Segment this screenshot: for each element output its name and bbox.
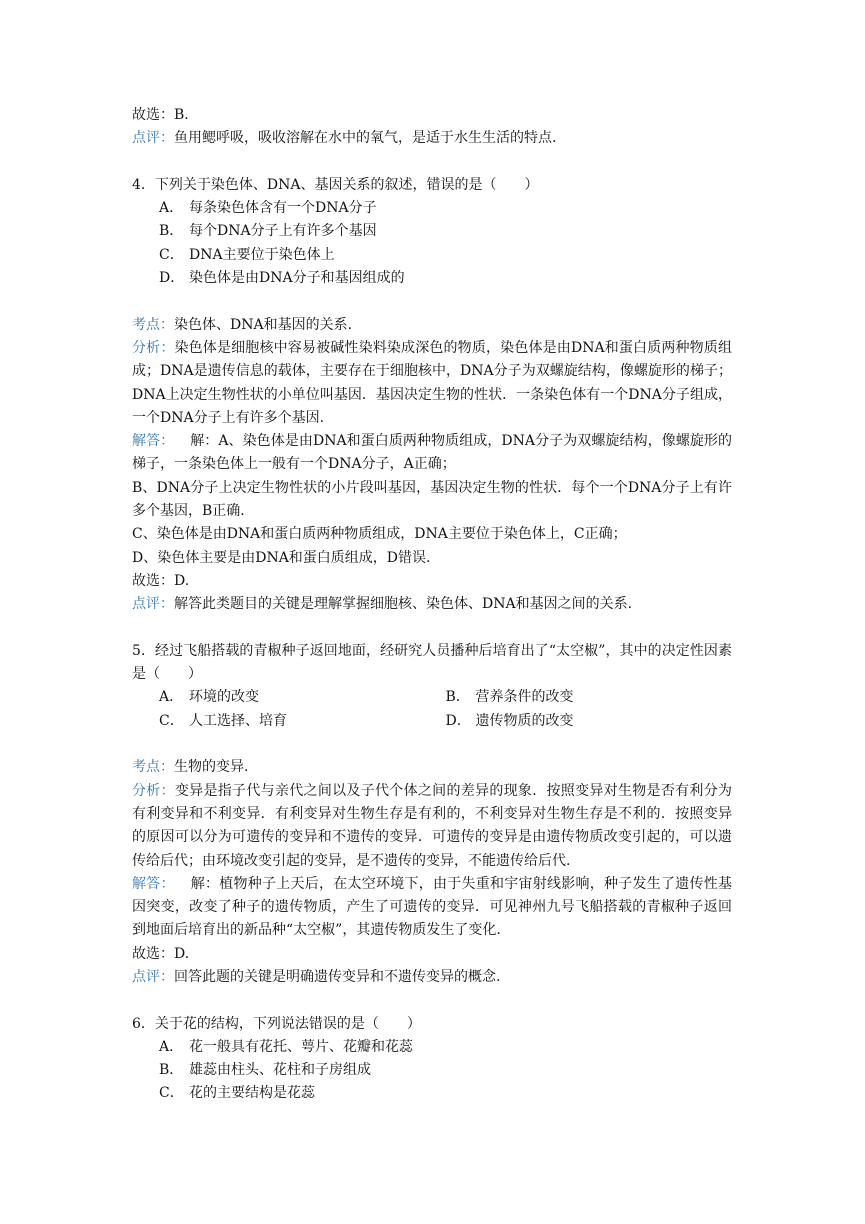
q4-jieda [132, 430, 732, 477]
option-text: 染色体是由DNA分子和基因组成的 [189, 270, 405, 287]
q5-conclusion: 故选：D. [132, 945, 190, 962]
q4-jieda-c: C、染色体是由DNA和蛋白质两种物质组成，DNA主要位于染色体上，C正确； [132, 526, 627, 543]
q6-stem: 6．关于花的结构，下列说法错误的是（ ） [132, 1015, 421, 1032]
comment-text: 鱼用鳃呼吸，吸收溶解在水中的氧气，是适于水生生活的特点. [174, 130, 557, 147]
option-label: C． [159, 712, 184, 729]
option-text: 花一般具有花托、萼片、花瓣和花蕊 [189, 1038, 413, 1055]
pingping-text: 回答此题的关键是明确遗传变异和不遗传变异的概念. [174, 968, 501, 985]
option-label: D． [445, 712, 471, 729]
prev-comment [132, 127, 732, 150]
option-label: A． [159, 689, 184, 706]
q6-option-c [132, 1082, 732, 1105]
jieda-text: 解：A、染色体是由DNA和蛋白质两种物质组成，DNA分子为双螺旋结构，像螺旋形的梯子，一条染色体上一般有一个DNA分子，A正确； [132, 433, 733, 473]
option-label: B． [159, 1062, 184, 1079]
q5-kaodian [132, 756, 732, 779]
q5-option-c [159, 710, 446, 733]
q6-option-a [132, 1036, 732, 1059]
option-text: 每个DNA分子上有许多个基因 [189, 223, 377, 240]
jieda-tag: 解答： [132, 875, 175, 892]
option-label: A． [159, 1038, 184, 1055]
option-label: C． [159, 1085, 184, 1102]
q4-jieda-d: D、染色体主要是由DNA和蛋白质组成，D错误. [132, 549, 431, 566]
q5-options-row-1 [132, 686, 732, 709]
q4-conclusion: 故选：D. [132, 572, 190, 589]
option-label: B． [159, 223, 184, 240]
option-text: 每条染色体含有一个DNA分子 [189, 200, 377, 217]
fenxi-text: 变异是指子代与亲代之间以及子代个体之间的差异的现象．按照变异对生物是否有利分为有利变异和不利变异．有利变异对生物生存是有利的，不利变异对生物生存是不利的．按照变异的原因可以分为可遗传的变异和不遗传的变异．可遗传的变异是由遗传物质改变引起的，可以遗传给后代；由环境改变引起的变异，是不遗传的变异，不能遗传给后代. [132, 782, 733, 869]
fenxi-tag: 分析： [132, 339, 175, 356]
pingping-tag: 点评： [132, 968, 174, 985]
jieda-text: 解：植物种子上天后，在太空环境下，由于失重和宇宙射线影响，种子发生了遗传性基因突变，改变了种子的遗传物质，产生了可遗传的变异．可见神州九号飞船搭载的青椒种子返回到地面后培育出的新品种“太空椒”，其遗传物质发生了变化. [132, 875, 732, 939]
q5-options-row-2 [132, 710, 732, 733]
kaodian-tag: 考点： [132, 759, 174, 776]
fenxi-text: 染色体是细胞核中容易被碱性染料染成深色的物质，染色体是由DNA和蛋白质两种物质组成；DNA是遗传信息的载体，主要存在于细胞核中，DNA分子为双螺旋结构，像螺旋形的梯子；DNA上决定生物性状的小单位叫基因．基因决定生物的性状．一条染色体有一个DNA分子组成，一个DNA分子上有许多个基因. [132, 339, 732, 426]
q5-stem: 5．经过飞船搭载的青椒种子返回地面，经研究人员播种后培育出了“太空椒”，其中的决定性因素是（ ） [132, 642, 732, 683]
q5-fenxi [132, 780, 732, 873]
pingping-tag: 点评： [132, 596, 174, 613]
kaodian-tag: 考点： [132, 316, 174, 333]
q5-pingping [132, 966, 732, 989]
option-text: 环境的改变 [189, 689, 259, 706]
option-text: 雄蕊由柱头、花柱和子房组成 [189, 1062, 371, 1079]
option-label: A． [159, 200, 184, 217]
q4-fenxi [132, 337, 732, 430]
q6-option-b [132, 1059, 732, 1082]
pingping-text: 解答此类题目的关键是理解掌握细胞核、染色体、DNA和基因之间的关系. [174, 596, 633, 613]
kaodian-text: 染色体、DNA和基因的关系. [174, 316, 353, 333]
option-label: D． [159, 270, 185, 287]
q4-stem: 4．下列关于染色体、DNA、基因关系的叙述，错误的是（ ） [132, 176, 539, 193]
option-text: 遗传物质的改变 [475, 712, 574, 729]
option-text: DNA主要位于染色体上 [189, 246, 335, 263]
jieda-tag: 解答： [132, 433, 175, 450]
q5-option-d [446, 710, 733, 733]
q4-pingping [132, 593, 732, 616]
q5-jieda [132, 873, 732, 943]
option-label: C． [159, 246, 184, 263]
q4-jieda-b: B、DNA分子上决定生物性状的小片段叫基因，基因决定生物的性状．每个一个DNA分子上有许多个基因，B正确. [132, 479, 732, 520]
comment-tag: 点评： [132, 130, 174, 147]
fenxi-tag: 分析： [132, 782, 175, 799]
option-text: 花的主要结构是花蕊 [189, 1085, 315, 1102]
q4-option-b [132, 220, 732, 243]
kaodian-text: 生物的变异. [174, 759, 249, 776]
option-text: 营养条件的改变 [475, 689, 574, 706]
q4-kaodian [132, 314, 732, 337]
prev-conclusion: 故选：B. [132, 107, 189, 123]
document-page [132, 104, 732, 1106]
q4-option-a [132, 197, 732, 220]
q5-option-a [159, 686, 446, 709]
q5-option-b [446, 686, 733, 709]
q4-option-c [132, 244, 732, 267]
q4-option-d [132, 267, 732, 290]
option-label: B． [445, 689, 470, 706]
option-text: 人工选择、培育 [189, 712, 287, 729]
